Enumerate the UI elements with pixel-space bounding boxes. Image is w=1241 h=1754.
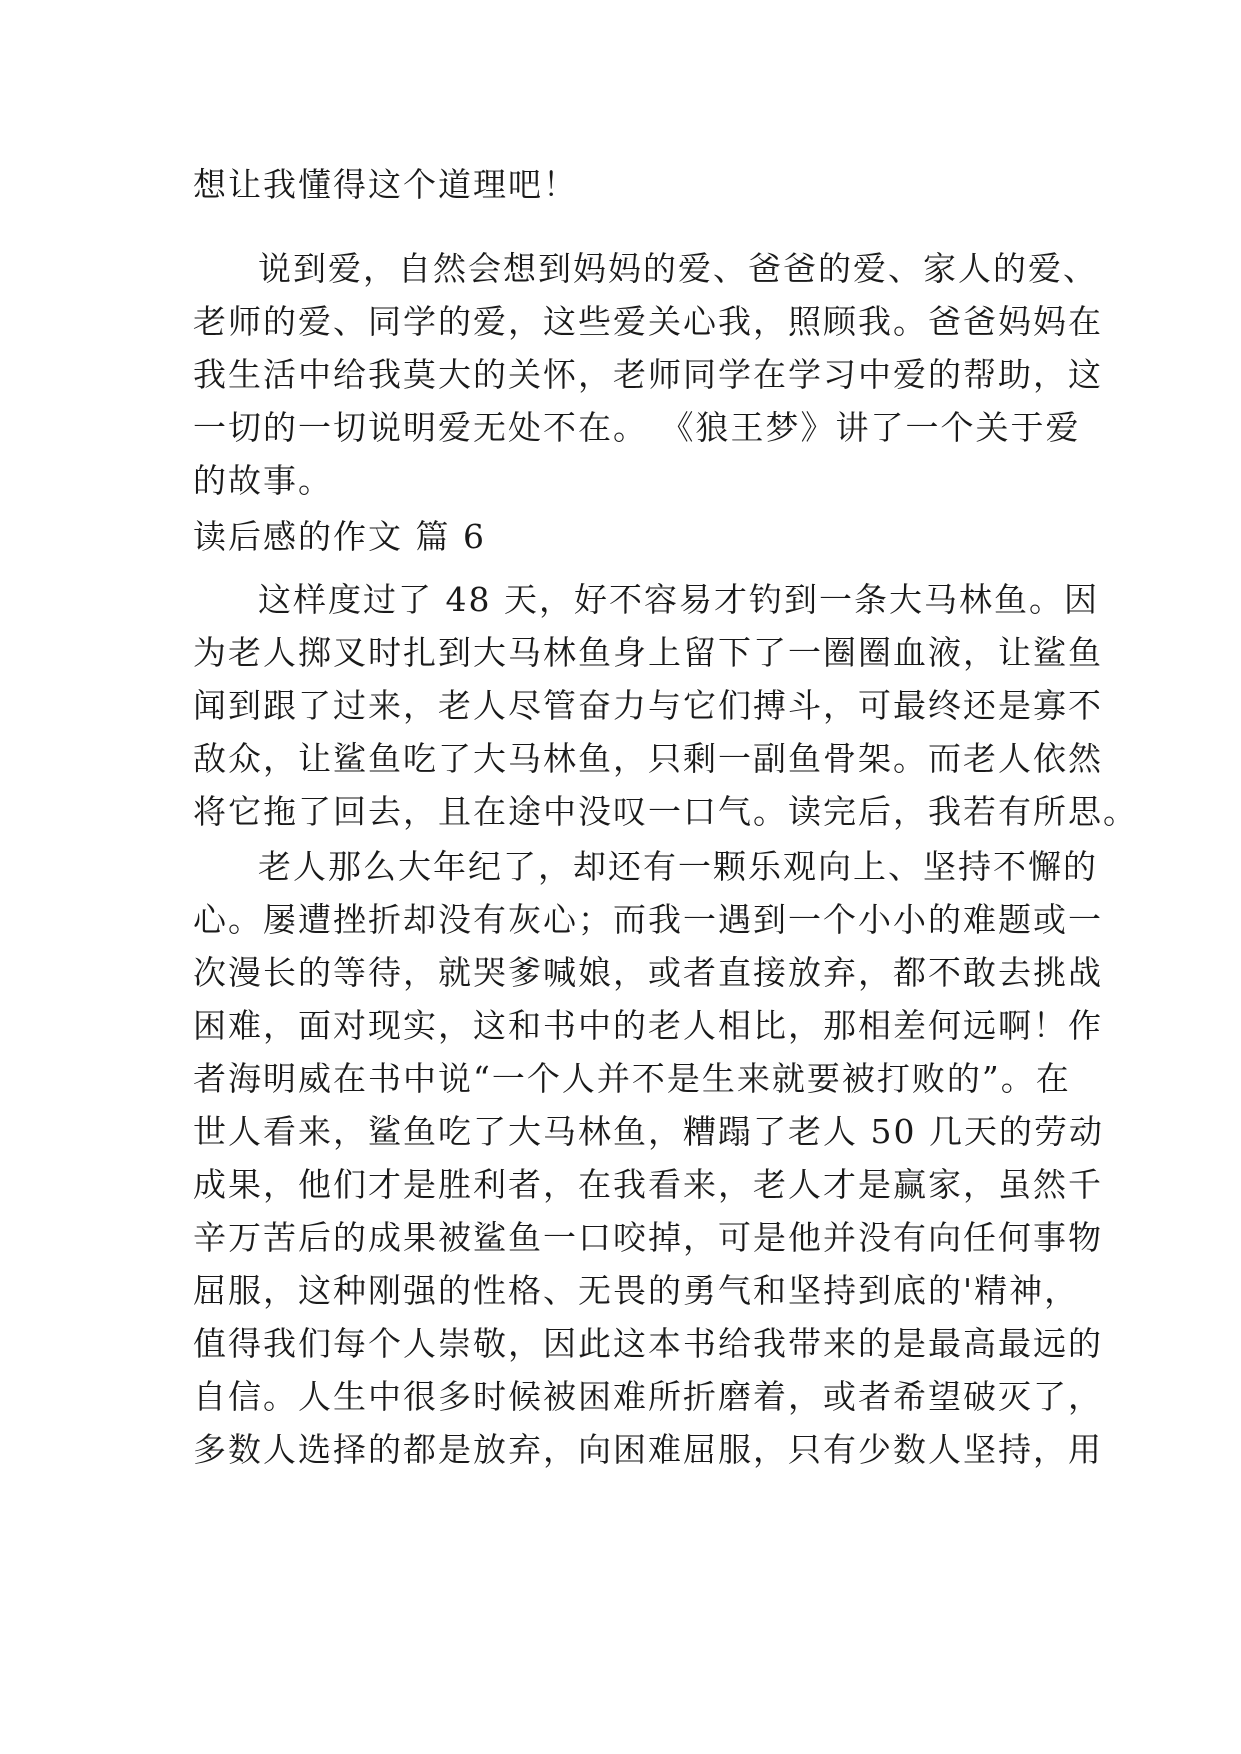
- section-heading: 读后感的作文 篇 6: [193, 517, 486, 556]
- paragraph-first-line: 老人那么大年纪了，却还有一颗乐观向上、坚持不懈的: [258, 847, 1098, 886]
- text-line: 多数人选择的都是放弃，向困难屈服，只有少数人坚持，用: [193, 1430, 1103, 1469]
- text-line: 者海明威在书中说“一个人并不是生来就要被打败的”。在: [193, 1059, 1071, 1098]
- text-line: 为老人掷叉时扎到大马林鱼身上留下了一圈圈血液，让鲨鱼: [193, 633, 1103, 672]
- text-line: 将它拖了回去，且在途中没叹一口气。读完后，我若有所思。: [193, 792, 1138, 831]
- text-line: 世人看来，鲨鱼吃了大马林鱼，糟蹋了老人 50 几天的劳动: [193, 1112, 1104, 1151]
- text-line: 我生活中给我莫大的关怀，老师同学在学习中爱的帮助，这: [193, 355, 1103, 394]
- text-line: 困难，面对现实，这和书中的老人相比，那相差何远啊！作: [193, 1006, 1103, 1045]
- text-line: 值得我们每个人崇敬，因此这本书给我带来的是最高最远的: [193, 1324, 1103, 1363]
- text-line: 想让我懂得这个道理吧！: [193, 165, 578, 204]
- text-line: 辛万苦后的成果被鲨鱼一口咬掉，可是他并没有向任何事物: [193, 1218, 1103, 1257]
- text-line: 闻到跟了过来，老人尽管奋力与它们搏斗，可最终还是寡不: [193, 686, 1103, 725]
- text-line: 老师的爱、同学的爱，这些爱关心我，照顾我。爸爸妈妈在: [193, 302, 1103, 341]
- paragraph-first-line: 说到爱，自然会想到妈妈的爱、爸爸的爱、家人的爱、: [258, 249, 1098, 288]
- text-line: 心。屡遭挫折却没有灰心；而我一遇到一个小小的难题或一: [193, 900, 1103, 939]
- text-line: 一切的一切说明爱无处不在。 《狼王梦》讲了一个关于爱: [193, 408, 1081, 447]
- text-line: 敌众，让鲨鱼吃了大马林鱼，只剩一副鱼骨架。而老人依然: [193, 739, 1103, 778]
- text-line: 的故事。: [193, 461, 333, 500]
- text-line: 次漫长的等待，就哭爹喊娘，或者直接放弃，都不敢去挑战: [193, 953, 1103, 992]
- paragraph-first-line: 这样度过了 48 天，好不容易才钓到一条大马林鱼。因: [258, 580, 1099, 619]
- text-line: 屈服，这种刚强的性格、无畏的勇气和坚持到底的'精神，: [193, 1271, 1080, 1310]
- text-line: 自信。人生中很多时候被困难所折磨着，或者希望破灭了，: [193, 1377, 1103, 1416]
- text-line: 成果，他们才是胜利者，在我看来，老人才是赢家，虽然千: [193, 1165, 1103, 1204]
